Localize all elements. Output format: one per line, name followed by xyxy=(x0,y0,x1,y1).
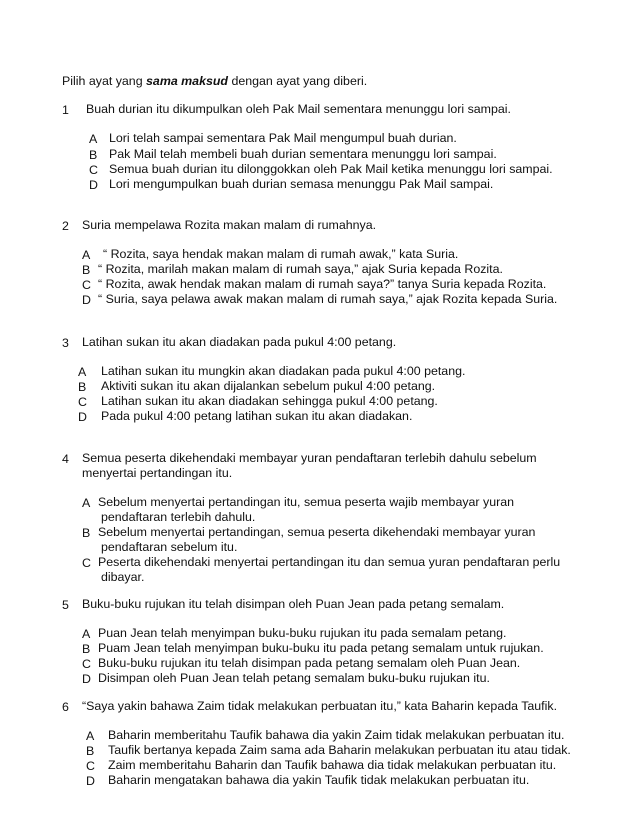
option-text: “ Suria, saya pelawa awak makan malam di rumah saya,” ajak Rozita kepada Suria. xyxy=(98,292,558,306)
option-text: “ Rozita, marilah makan malam di rumah saya,” ajak Suria kepada Rozita. xyxy=(98,262,503,276)
option-letter: C xyxy=(82,278,91,292)
instruction xyxy=(62,74,367,88)
option-text-line-2: pendaftaran terlebih dahulu. xyxy=(101,510,256,524)
question-number: 2 xyxy=(62,219,69,233)
option-letter: C xyxy=(78,395,87,409)
option-letter: C xyxy=(82,556,91,570)
instruction-emphasis: sama maksud xyxy=(146,74,228,88)
question-number: 5 xyxy=(62,598,69,612)
option-letter: B xyxy=(89,148,98,162)
option-text: Semua buah durian itu dilonggokkan oleh Pak Mail ketika menunggu lori sampai. xyxy=(109,162,553,176)
option-letter: B xyxy=(82,526,91,540)
option-letter: C xyxy=(86,759,95,773)
option-text: Pada pukul 4:00 petang latihan sukan itu akan diadakan. xyxy=(101,409,413,423)
option-text: Latihan sukan itu akan diadakan sehingga pukul 4:00 petang. xyxy=(101,394,438,408)
question-text: Suria mempelawa Rozita makan malam di rumahnya. xyxy=(82,218,377,232)
option-text: Puam Jean telah menyimpan buku-buku itu pada petang semalam untuk rujukan. xyxy=(98,641,544,655)
question-text-line-2: menyertai pertandingan itu. xyxy=(82,466,233,480)
question-text: Latihan sukan itu akan diadakan pada pukul 4:00 petang. xyxy=(82,335,397,349)
question-number: 6 xyxy=(62,700,69,714)
option-text: Baharin memberitahu Taufik bahawa dia yakin Zaim tidak melakukan perbuatan itu. xyxy=(108,728,565,742)
option-text: Lori mengumpulkan buah durian semasa menunggu Pak Mail sampai. xyxy=(109,177,494,191)
option-letter: A xyxy=(86,729,95,743)
option-text-line-1: Sebelum menyertai pertandingan itu, semua peserta wajib membayar yuran xyxy=(98,495,514,509)
option-letter: A xyxy=(89,132,98,146)
question-number: 4 xyxy=(62,452,69,466)
option-text: “ Rozita, saya hendak makan malam di rumah awak,” kata Suria. xyxy=(103,247,459,261)
option-letter: D xyxy=(82,672,91,686)
option-letter: A xyxy=(82,496,91,510)
option-text-line-1: Peserta dikehendaki menyertai pertandingan itu dan semua yuran pendaftaran perlu xyxy=(98,555,561,569)
option-text: Lori telah sampai sementara Pak Mail mengumpul buah durian. xyxy=(109,131,457,145)
option-letter: A xyxy=(82,627,91,641)
question-text: Buah durian itu dikumpulkan oleh Pak Mail sementara menunggu lori sampai. xyxy=(86,102,511,116)
option-text: Latihan sukan itu mungkin akan diadakan pada pukul 4:00 petang. xyxy=(101,364,466,378)
option-letter: C xyxy=(89,163,98,177)
option-letter: A xyxy=(82,248,91,262)
option-text: Zaim memberitahu Baharin dan Taufik bahawa dia tidak melakukan perbuatan itu. xyxy=(108,758,557,772)
option-text: Pak Mail telah membeli buah durian sementara menunggu lori sampai. xyxy=(109,147,497,161)
option-letter: B xyxy=(78,380,87,394)
instruction-post: dengan ayat yang diberi. xyxy=(228,74,368,88)
option-text: “ Rozita, awak hendak makan malam di rumah saya?” tanya Suria kepada Rozita. xyxy=(98,277,547,291)
option-text-line-2: pendaftaran sebelum itu. xyxy=(101,540,238,554)
instruction-pre: Pilih ayat yang xyxy=(62,74,147,88)
option-text: Aktiviti sukan itu akan dijalankan sebelum pukul 4:00 petang. xyxy=(101,379,436,393)
option-letter: A xyxy=(78,365,87,379)
option-text: Baharin mengatakan bahawa dia yakin Taufik tidak melakukan perbuatan itu. xyxy=(108,773,530,787)
option-letter: B xyxy=(86,744,95,758)
question-text: “Saya yakin bahawa Zaim tidak melakukan perbuatan itu,” kata Baharin kepada Taufik. xyxy=(82,699,558,713)
option-letter: D xyxy=(86,774,95,788)
option-text-line-1: Sebelum menyertai pertandingan, semua peserta dikehendaki membayar yuran xyxy=(98,525,536,539)
option-text: Puan Jean telah menyimpan buku-buku rujukan itu pada semalam petang. xyxy=(98,626,507,640)
question-text: Buku-buku rujukan itu telah disimpan oleh Puan Jean pada petang semalam. xyxy=(82,597,505,611)
option-text: Buku-buku rujukan itu telah disimpan pada petang semalam oleh Puan Jean. xyxy=(98,656,521,670)
question-number: 3 xyxy=(62,336,69,350)
option-text: Disimpan oleh Puan Jean telah petang semalam buku-buku rujukan itu. xyxy=(98,671,490,685)
option-text-line-2: dibayar. xyxy=(101,570,145,584)
option-letter: D xyxy=(78,410,87,424)
question-number: 1 xyxy=(62,103,69,117)
question-text-line-1: Semua peserta dikehendaki membayar yuran pendaftaran terlebih dahulu sebelum xyxy=(82,451,537,465)
option-letter: D xyxy=(82,293,91,307)
option-letter: C xyxy=(82,657,91,671)
option-text: Taufik bertanya kepada Zaim sama ada Baharin melakukan perbuatan itu atau tidak. xyxy=(108,743,571,757)
option-letter: B xyxy=(82,263,91,277)
option-letter: D xyxy=(89,178,98,192)
option-letter: B xyxy=(82,642,91,656)
